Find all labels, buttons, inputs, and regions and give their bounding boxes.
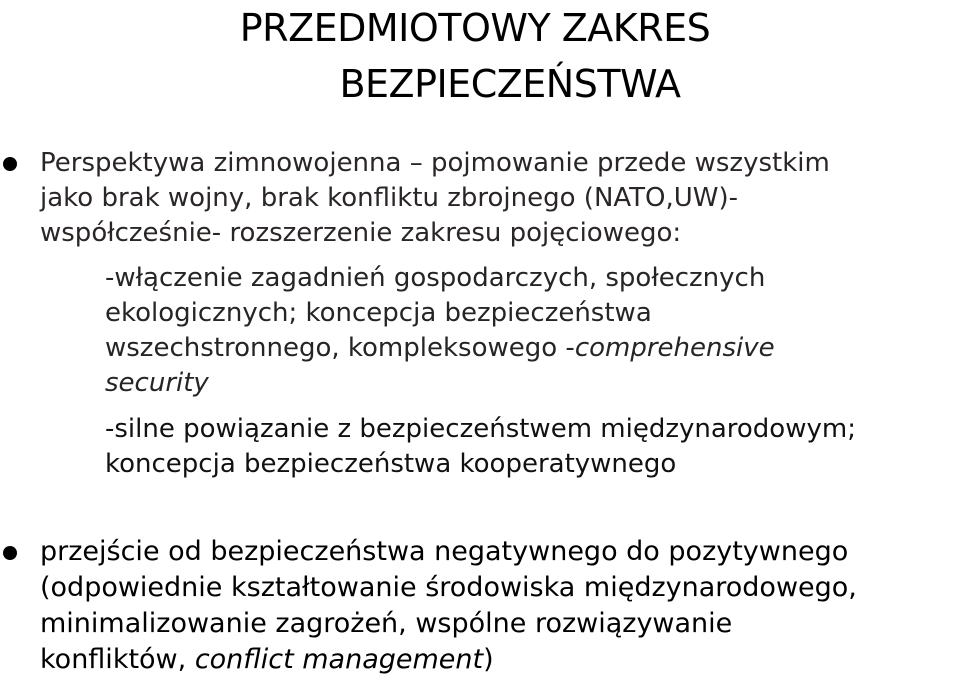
paragraph-line: -silne powiązanie z bezpieczeństwem międzynarodowym;: [105, 414, 856, 444]
italic-term: security: [105, 368, 209, 398]
paragraph-text: konfliktów,: [40, 644, 195, 675]
bullet-dot-icon: [3, 157, 17, 171]
paragraph-line: [105, 331, 775, 366]
paragraph-text: ): [483, 644, 494, 675]
paragraph-line: koncepcja bezpieczeństwa kooperatywnego: [105, 449, 677, 479]
italic-term: conflict management: [194, 644, 484, 675]
paragraph-text: wszechstronnego, kompleksowego -: [105, 333, 575, 363]
slide-title-line-2: BEZPIECZEŃSTWA: [339, 62, 681, 106]
paragraph-line: ekologicznych; koncepcja bezpieczeństwa: [105, 298, 652, 328]
paragraph-line: współcześnie- rozszerzenie zakresu pojęciowego:: [40, 218, 682, 248]
bullet-paragraph-1: [40, 146, 830, 251]
paragraph-line: [40, 642, 857, 678]
bullet-dot-icon: [3, 546, 17, 560]
paragraph-line: (odpowiednie kształtowanie środowiska międzynarodowego,: [40, 572, 857, 603]
paragraph-line: -włączenie zagadnień gospodarczych, społecznych: [105, 263, 766, 293]
sub-paragraph-2: [105, 412, 856, 482]
paragraph-line: Perspektywa zimnowojenna – pojmowanie przede wszystkim: [40, 148, 830, 178]
sub-paragraph-1: [105, 261, 775, 401]
paragraph-line: przejście od bezpieczeństwa negatywnego do pozytywnego: [40, 536, 849, 567]
slide-title: [0, 0, 940, 112]
slide-title-line-1: PRZEDMIOTOWY ZAKRES: [239, 6, 711, 50]
italic-term: comprehensive: [574, 333, 775, 363]
bullet-paragraph-2: [40, 534, 857, 678]
paragraph-line: minimalizowanie zagrożeń, wspólne rozwiązywanie: [40, 608, 733, 639]
paragraph-line: jako brak wojny, brak konfliktu zbrojnego (NATO,UW)-: [40, 183, 739, 213]
